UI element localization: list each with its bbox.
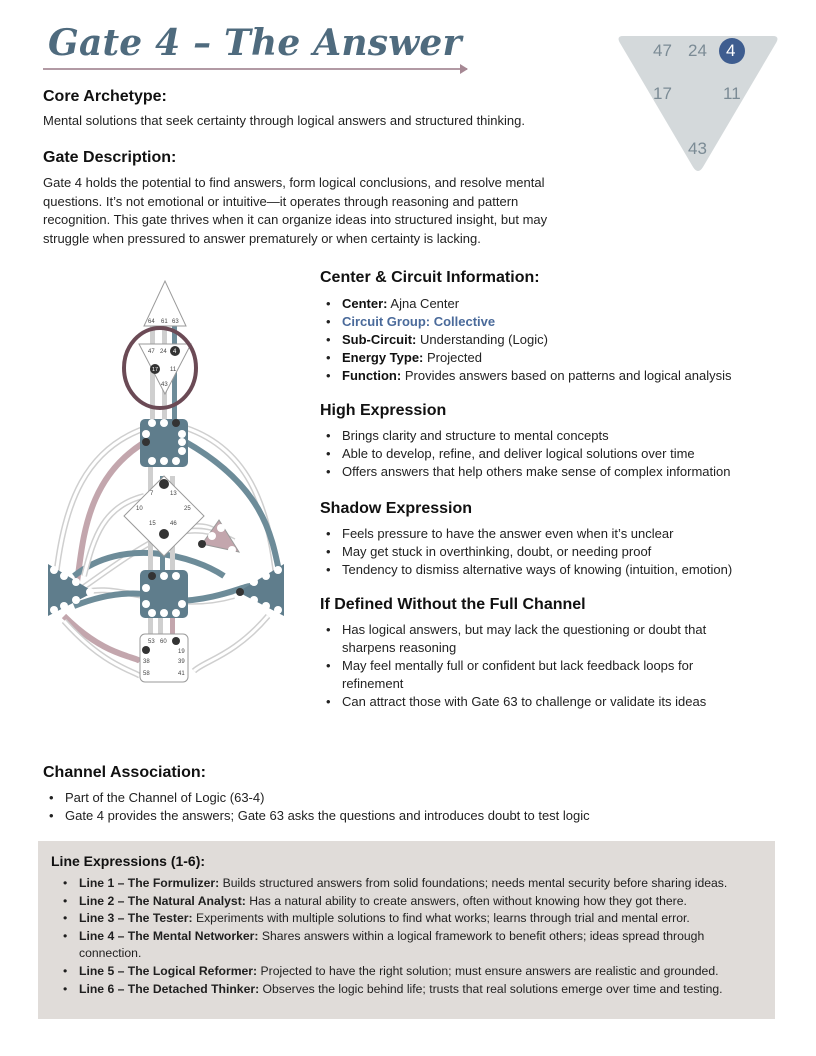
gate-label: 64: [148, 319, 155, 325]
triangle-gate: 47: [653, 41, 672, 60]
gate-description-text: Gate 4 holds the potential to find answers, form logical conclusions, and resolve mental questions. It’s not emotional or intuitive—it operates through reasoning and pattern recognition. This gate thrives when it can organize ideas into structured insight, but may struggle when pressured to answer prematurely or when certainty is lacking.: [43, 175, 548, 246]
center-circuit-list: [320, 295, 790, 385]
list-item: • Line 1 – The Formulizer: Builds structured answers from solid foundations; needs mental security before sharing ideas.: [61, 875, 761, 893]
list-item: • Offers answers that help others make sense of complex information: [320, 463, 790, 481]
core-archetype-heading: Core Archetype:: [43, 88, 167, 105]
gate-label: 63: [172, 319, 179, 325]
triangle-gate: 11: [723, 84, 741, 103]
svg-text:10: 10: [136, 506, 143, 512]
svg-text:25: 25: [184, 506, 191, 512]
svg-text:11: 11: [170, 367, 177, 373]
gate-description-heading: Gate Description:: [43, 149, 177, 166]
svg-text:38: 38: [143, 659, 150, 665]
bodygraph-svg: [44, 276, 288, 686]
list-item: • May feel mentally full or confident but lack feedback loops for refinement: [320, 657, 740, 693]
list-item: • Center: Ajna Center: [320, 295, 790, 313]
list-item: • Tendency to dismiss alternative ways of knowing (intuition, emotion): [320, 561, 790, 579]
triangle-gate-highlighted: 4: [726, 41, 736, 60]
list-item: • Function: Provides answers based on patterns and logical analysis: [320, 367, 790, 385]
list-item: • Brings clarity and structure to mental concepts: [320, 427, 790, 445]
list-item: • Line 4 – The Mental Networker: Shares answers within a logical framework to benefit others; ideas spread through connection.: [61, 928, 761, 963]
list-item: • Feels pressure to have the answer even when it’s unclear: [320, 525, 790, 543]
high-expression-heading: High Expression: [320, 402, 447, 419]
gate-label: 61: [161, 319, 168, 325]
svg-text:15: 15: [149, 521, 156, 527]
svg-text:46: 46: [170, 521, 177, 527]
svg-text:60: 60: [160, 639, 167, 645]
list-item: • May get stuck in overthinking, doubt, or needing proof: [320, 543, 790, 561]
svg-text:39: 39: [178, 659, 185, 665]
list-item: • Sub-Circuit: Understanding (Logic): [320, 331, 790, 349]
svg-text:7: 7: [150, 491, 154, 497]
list-item: • Line 3 – The Tester: Experiments with multiple solutions to find what works; learns through trial and mental error.: [61, 910, 761, 928]
svg-text:13: 13: [170, 491, 177, 497]
list-item: • Line 5 – The Logical Reformer: Projected to have the right solution; must ensure answers are realistic and grounded.: [61, 963, 761, 981]
list-item: • Gate 4 provides the answers; Gate 63 asks the questions and introduces doubt to test logic: [43, 807, 743, 825]
list-item: • Energy Type: Projected: [320, 349, 790, 367]
list-item: • Part of the Channel of Logic (63-4): [43, 789, 743, 807]
defined-without-channel-list: [320, 621, 740, 711]
triangle-gate: 24: [688, 41, 707, 60]
line-expressions-heading: Line Expressions (1-6):: [51, 853, 206, 869]
arrow-right-icon: [460, 64, 468, 74]
svg-text:58: 58: [143, 671, 150, 677]
shadow-expression-heading: Shadow Expression: [320, 500, 473, 517]
triangle-gate: 17: [653, 84, 672, 103]
title-underline: [43, 68, 467, 70]
line-expressions-list: [61, 875, 761, 998]
svg-text:17: 17: [152, 367, 159, 373]
line-expressions-panel: [38, 841, 775, 1019]
list-item: • Line 6 – The Detached Thinker: Observes the logic behind life; trusts that real solutions emerge over time and testing.: [61, 981, 761, 999]
svg-text:43: 43: [161, 382, 168, 388]
svg-text:41: 41: [178, 671, 185, 677]
core-archetype-text: Mental solutions that seek certainty through logical answers and structured thinking.: [43, 113, 525, 128]
triangle-gate: 43: [688, 139, 707, 158]
svg-text:47: 47: [148, 349, 155, 355]
svg-text:24: 24: [160, 349, 167, 355]
svg-text:19: 19: [178, 649, 185, 655]
center-circuit-heading: Center & Circuit Information:: [320, 269, 540, 286]
bodygraph: [44, 276, 288, 686]
list-item: • Has logical answers, but may lack the questioning or doubt that sharpens reasoning: [320, 621, 740, 657]
gate-triangle: [617, 36, 779, 174]
channel-association-heading: Channel Association:: [43, 764, 206, 781]
shadow-expression-list: [320, 525, 790, 579]
page-title: Gate 4 – The Answer: [48, 22, 462, 64]
list-item: • Able to develop, refine, and deliver logical solutions over time: [320, 445, 790, 463]
list-item: • Line 2 – The Natural Analyst: Has a natural ability to create answers, often without knowing how they got there.: [61, 893, 761, 911]
svg-text:53: 53: [148, 639, 155, 645]
list-item: • Can attract those with Gate 63 to challenge or validate its ideas: [320, 693, 740, 711]
channel-association-list: [43, 789, 743, 825]
defined-without-channel-heading: If Defined Without the Full Channel: [320, 596, 586, 613]
svg-text:4: 4: [173, 349, 177, 355]
high-expression-list: [320, 427, 790, 481]
list-item: • Circuit Group: Collective: [320, 313, 790, 331]
